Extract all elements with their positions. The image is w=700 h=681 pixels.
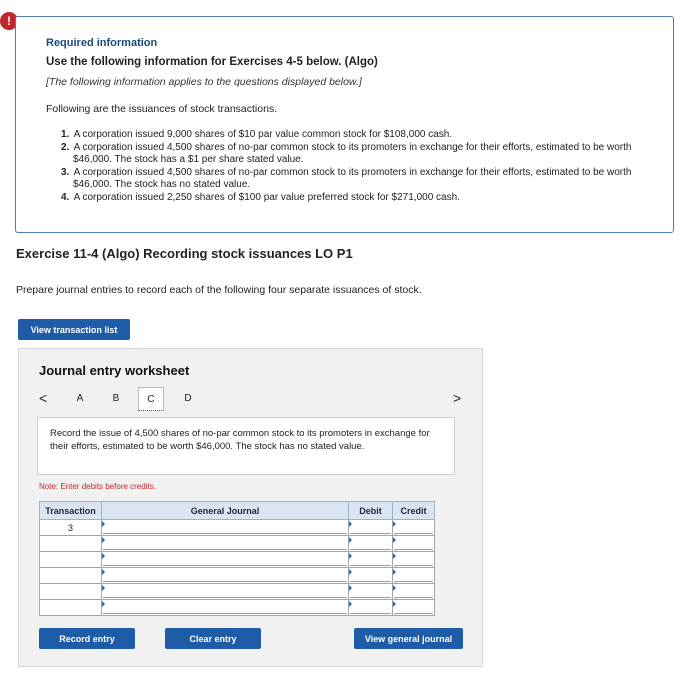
transaction-cell (40, 600, 102, 616)
prev-arrow-icon[interactable]: < (39, 390, 48, 406)
tab-c[interactable]: C (138, 387, 164, 411)
journal-entry-worksheet (18, 348, 483, 667)
credit-input[interactable] (393, 584, 435, 600)
transaction-cell (40, 568, 102, 584)
transaction-cell (40, 584, 102, 600)
list-item: 1. A corporation issued 9,000 shares of $10 par value common stock for $108,000 cash. (61, 129, 453, 140)
credit-header: Credit (393, 502, 435, 520)
required-info-title: Required information (46, 37, 158, 49)
transaction-list (61, 129, 661, 204)
credit-input[interactable] (393, 536, 435, 552)
instruction-box: Record the issue of 4,500 shares of no-par common stock to its promoters in exchange for their efforts, estimated to be worth $46,000. The stock has no stated value. (37, 417, 455, 475)
credit-input[interactable] (393, 520, 435, 536)
table-row (40, 536, 435, 552)
view-general-journal-button[interactable]: View general journal (354, 628, 463, 649)
use-following-heading: Use the following information for Exercises 4-5 below. (Algo) (46, 56, 378, 68)
debit-input[interactable] (349, 568, 393, 584)
table-row (40, 568, 435, 584)
table-row (40, 520, 435, 536)
worksheet-title: Journal entry worksheet (39, 363, 190, 378)
list-item: 3. A corporation issued 4,500 shares of no-par common stock to its promoters in exchange for their efforts, estimated to be worth $46,000. The stock has no stated value. (61, 166, 632, 190)
credit-input[interactable] (393, 568, 435, 584)
account-input[interactable] (102, 552, 349, 568)
exercise-prompt: Prepare journal entries to record each of the following four separate issuances of stock. (16, 284, 422, 296)
transaction-cell (40, 552, 102, 568)
alert-icon: ! (0, 12, 18, 30)
required-information-panel (15, 16, 674, 233)
transaction-header: Transaction (40, 502, 102, 520)
table-row (40, 600, 435, 616)
exercise-title: Exercise 11-4 (Algo) Recording stock issuances LO P1 (16, 246, 353, 261)
applies-note: [The following information applies to the questions displayed below.] (46, 76, 362, 88)
general-journal-header: General Journal (102, 502, 349, 520)
tab-d[interactable]: D (184, 393, 192, 404)
account-input[interactable] (102, 568, 349, 584)
credit-input[interactable] (393, 552, 435, 568)
credit-input[interactable] (393, 600, 435, 616)
debit-input[interactable] (349, 520, 393, 536)
list-item: 2. A corporation issued 4,500 shares of no-par common stock to its promoters in exchange for their efforts, estimated to be worth $46,000. The stock has a $1 per share stated value. (61, 141, 632, 165)
tab-a[interactable]: A (76, 393, 84, 404)
record-entry-button[interactable]: Record entry (39, 628, 135, 649)
debit-input[interactable] (349, 552, 393, 568)
next-arrow-icon[interactable]: > (453, 390, 462, 406)
tab-b[interactable]: B (112, 393, 120, 404)
account-input[interactable] (102, 536, 349, 552)
account-input[interactable] (102, 520, 349, 536)
journal-table (39, 501, 435, 616)
debit-input[interactable] (349, 584, 393, 600)
debit-input[interactable] (349, 600, 393, 616)
list-item: 4. A corporation issued 2,250 shares of $100 par value preferred stock for $271,000 cash. (61, 191, 460, 203)
debit-input[interactable] (349, 536, 393, 552)
account-input[interactable] (102, 584, 349, 600)
debit-header: Debit (349, 502, 393, 520)
table-row (40, 552, 435, 568)
transaction-number: 3 (40, 520, 102, 536)
transaction-cell (40, 536, 102, 552)
debits-note: Note: Enter debits before credits. (39, 482, 156, 491)
following-text: Following are the issuances of stock transactions. (46, 103, 278, 115)
account-input[interactable] (102, 600, 349, 616)
clear-entry-button[interactable]: Clear entry (165, 628, 261, 649)
table-row (40, 584, 435, 600)
view-transaction-list-button[interactable]: View transaction list (18, 319, 130, 340)
